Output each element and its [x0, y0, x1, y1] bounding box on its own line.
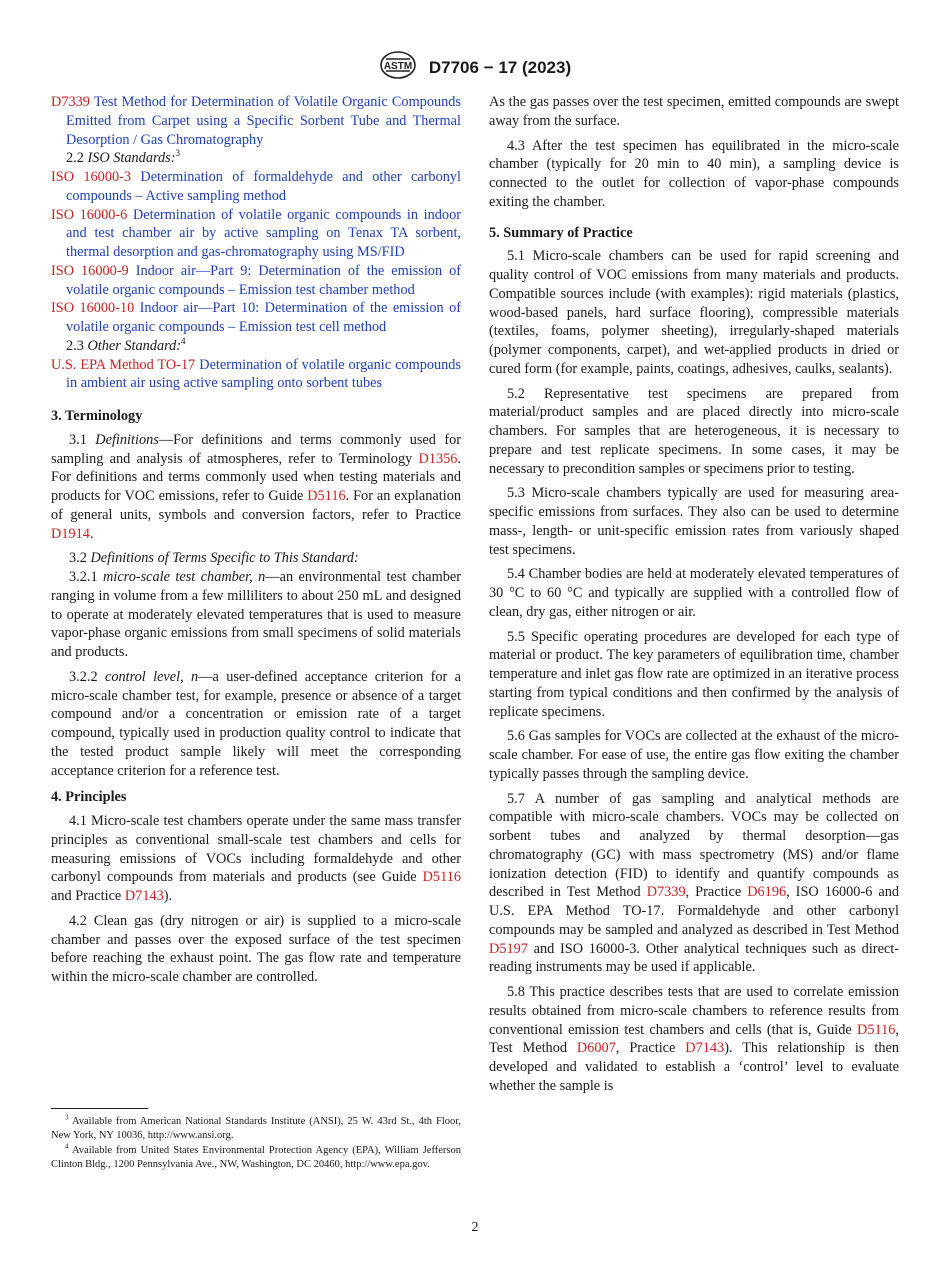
link-d1356[interactable]: D1356 [418, 450, 458, 467]
right-column [489, 93, 899, 1102]
paragraph-3-2 [51, 549, 461, 568]
text: , ISO 16000-6 and U.S. EPA Method TO-17. Formaldehyde and other carbonyl compounds may be sampled and analyzed as described in Test Method [489, 884, 899, 938]
text: . For an explanation of general units, symbols and conversion factors, refer to Practice [51, 488, 461, 523]
paragraph-5-3: 5.3 Micro-scale chambers typically are used for measuring area-specific emissions from surfaces. They also can be used to determine mass-, length- or unit-specific emission rates from variously shaped test specimens. [489, 485, 899, 558]
reference-title[interactable]: Indoor air—Part 10: Determination of the emission of volatile organic compounds – Emission test cell method [66, 300, 461, 335]
text: —an environmental test chamber ranging in volume from a few milliliters to about 250 mL and designed to operate at moderately elevated temperatures that is used to measure vapor-phase organic emissions from small specimens of solid materials and products. [51, 569, 462, 660]
reference-code[interactable]: ISO 16000-10 [51, 300, 135, 317]
paragraph-4-2-continued: As the gas passes over the test specimen, emitted compounds are swept away from the surface. [489, 94, 899, 129]
text: —a user-defined acceptance criterion for a micro-scale chamber test, for example, presence or absence of a target compound and/or a concentration or emission rate of a target compound, typically used in production quality control to indicate that the tested product sample likely will meet the corresponding acceptance criterion for a reference test. [51, 668, 461, 779]
footnote-text: Available from American National Standards Institute (ANSI), 25 W. 43rd St., 4th Floor, New York, NY 10036, http://www.ansi.org. [51, 1116, 461, 1141]
term: micro-scale test chamber, n [103, 569, 266, 585]
section-label: ISO Standards: [87, 150, 176, 167]
text: ). [163, 888, 173, 904]
text: —For definitions and terms commonly used for sampling and analysis of atmospheres, refer to Terminology [51, 431, 461, 467]
footnote-ref[interactable]: 4 [181, 335, 186, 346]
link-d7143[interactable]: D7143 [685, 1040, 725, 1057]
paragraph-5-8 [489, 983, 899, 1096]
reference-code[interactable]: ISO 16000-9 [51, 262, 129, 279]
reference-epa-to-17 [51, 356, 461, 394]
paragraph-5-7 [489, 790, 899, 978]
paragraph-3-2-2 [51, 668, 461, 781]
section-label: Other Standard: [87, 337, 182, 354]
astm-logo-text: ASTM [383, 61, 413, 72]
link-d5116[interactable]: D5116 [307, 488, 346, 504]
section-number: 2.2 [66, 150, 84, 167]
paragraph-5-5: 5.5 Specific operating procedures are developed for each type of material or product. The key parameters of equilibration time, chamber temperature and inlet gas flow rate are optimized in an iterative process starting from typical conditions and then confirmed by the analysis of replicate specimens. [489, 628, 899, 720]
link-d5116[interactable]: D5116 [857, 1021, 896, 1038]
text: . [89, 525, 94, 542]
text: 5.8 This practice describes tests that are used to correlate emission results obtained from micro-scale chambers to reference results from conventional emission test chambers and cells (that is, Guide [489, 984, 899, 1038]
link-d5116[interactable]: D5116 [422, 869, 461, 886]
heading-terminology: 3. Terminology [51, 408, 143, 424]
section-number: 2.3 [66, 337, 84, 354]
paragraph-number: 3.2.1 [69, 569, 98, 585]
footnote-3 [51, 1115, 461, 1143]
term: control level, n [104, 668, 199, 685]
page-number: 2 [471, 1220, 479, 1235]
link-d7339[interactable]: D7339 [646, 884, 686, 901]
section-2-3 [66, 337, 461, 356]
left-column [51, 93, 461, 993]
reference-code[interactable]: D7339 [51, 94, 90, 110]
reference-code[interactable]: ISO 16000-3 [51, 169, 132, 185]
reference-iso-16000-10 [51, 299, 461, 337]
reference-title[interactable]: Determination of volatile organic compounds in ambient air using active sampling onto sorbent tubes [66, 356, 461, 392]
link-d6196[interactable]: D6196 [747, 884, 787, 901]
heading-principles: 4. Principles [51, 789, 127, 806]
text: , Practice [685, 884, 748, 901]
footnote-rule [51, 1108, 148, 1109]
paragraph-4-3: 4.3 After the test specimen has equilibrated in the micro-scale chamber (typically for 20 min to 40 min), a sampling device is connected to the outlet for collection of vapor-phase compounds exiting the chamber. [489, 137, 899, 210]
reference-iso-16000-6 [51, 206, 461, 262]
reference-title[interactable]: Determination of volatile organic compounds in indoor and test chamber air by active sampling on Tenax TA sorbent, thermal desorption and gas-chromatography using MS/FID [66, 206, 461, 260]
reference-title[interactable]: Test Method for Determination of Volatile Organic Compounds Emitted from Carpet using a Specific Sorbent Tube and Thermal Desorption / Gas Chromatography [66, 94, 461, 148]
paragraph-number: 3.2.2 [69, 668, 98, 685]
paragraph-3-2-1 [51, 568, 461, 662]
link-d1914[interactable]: D1914 [51, 525, 90, 542]
reference-d7339 [51, 93, 461, 149]
paragraph-5-1: 5.1 Micro-scale chambers can be used for rapid screening and quality control of VOC emissions from many materials and products. Compatible sources include (with examples): rigid materials (plastics, wood-based panels, hard surface flooring), compressible materials (textiles, foams, polymer sheeting), irregularly-shaped materials (polymer components, carpet), and wet-applied products in dried or cured form (for example, paints, coatings, adhesives, caulks, sealants). [489, 248, 899, 377]
text: 4.1 Micro-scale test chambers operate under the same mass transfer principles as conventional small-scale test chambers and cells for measuring emissions of VOCs including formaldehyde and other carbonyl compounds from materials and products (see Guide [51, 813, 461, 886]
reference-code[interactable]: ISO 16000-6 [51, 206, 128, 223]
footnote-mark: 3 [65, 1113, 69, 1122]
paragraph-title: Definitions of Terms Specific to This Standard: [90, 550, 359, 567]
footnote-mark: 4 [65, 1142, 69, 1151]
footnote-text: Available from United States Environmental Protection Agency (EPA), William Jefferson Clinton Bldg., 1200 Pennsylvania Ave., NW, Washington, DC 20460, http://www.epa.gov. [51, 1145, 461, 1170]
reference-title[interactable]: Determination of formaldehyde and other carbonyl compounds – Active sampling method [66, 169, 461, 204]
footnotes [51, 1108, 461, 1173]
page-header [0, 50, 950, 85]
text: and Practice [51, 888, 125, 904]
document-designation: D7706 − 17 (2023) [428, 57, 572, 77]
paragraph-4-2: 4.2 Clean gas (dry nitrogen or air) is supplied to a micro-scale chamber and passes over the exposed surface of the test specimen before reaching the exhaust point. The gas flow rate and temperature within the micro-scale chamber are controlled. [51, 912, 461, 985]
paragraph-number: 3.2 [69, 550, 87, 567]
term: Definitions [95, 431, 159, 448]
heading-summary-of-practice: 5. Summary of Practice [489, 224, 633, 241]
astm-logo-icon [379, 50, 417, 85]
paragraph-5-6: 5.6 Gas samples for VOCs are collected at the exhaust of the micro-scale chamber. For ease of use, the entire gas flow exiting the chamber typically passes through the sampling device. [489, 728, 899, 782]
reference-code[interactable]: U.S. EPA Method TO-17 [51, 356, 196, 373]
text: and ISO 16000-3. Other analytical techniques such as direct-reading instruments may be used if applicable. [489, 940, 899, 976]
text: . For definitions and terms commonly used when testing materials and products for VOC emissions, refer to Guide [51, 450, 461, 504]
footnote-ref[interactable]: 3 [175, 148, 180, 159]
text: , Test Method [489, 1021, 899, 1057]
paragraph-3-1 [51, 431, 461, 544]
link-d5197[interactable]: D5197 [489, 940, 528, 957]
link-d7143[interactable]: D7143 [124, 888, 164, 904]
link-d6007[interactable]: D6007 [576, 1040, 616, 1057]
footnote-4 [51, 1144, 461, 1172]
section-2-2 [66, 149, 461, 168]
reference-iso-16000-3 [51, 168, 461, 206]
paragraph-number: 3.1 [69, 431, 87, 448]
text: ). This relationship is then developed and validated to establish a ‘control’ level to evaluate whether the sample is [489, 1040, 899, 1094]
reference-iso-16000-9 [51, 262, 461, 300]
paragraph-4-1 [51, 812, 461, 906]
text: 5.7 A number of gas sampling and analytical methods are compatible with micro-scale chambers. VOCs may be collected on sorbent tubes and analyzed by thermal desorption—gas chromatography (GC) with mass spectrometry (MS) and/or flame ionization detection (FID) to identify and quantify compounds as described in Test Method [489, 790, 899, 901]
paragraph-5-2: 5.2 Representative test specimens are prepared from material/product samples and are placed directly into micro-scale chambers. For samples that are heterogeneous, it is necessary to prepare and test replicate specimens. In some cases, it may be necessary to precondition samples or specimens prior to testing. [489, 385, 899, 477]
paragraph-5-4: 5.4 Chamber bodies are held at moderately elevated temperatures of 30 °C to 60 °C and typically are supplied with a controlled flow of clean, dry gas, either nitrogen or air. [489, 566, 899, 620]
text: , Practice [615, 1040, 686, 1057]
reference-title[interactable]: Indoor air—Part 9: Determination of the emission of volatile organic compounds – Emission test chamber method [66, 262, 461, 298]
